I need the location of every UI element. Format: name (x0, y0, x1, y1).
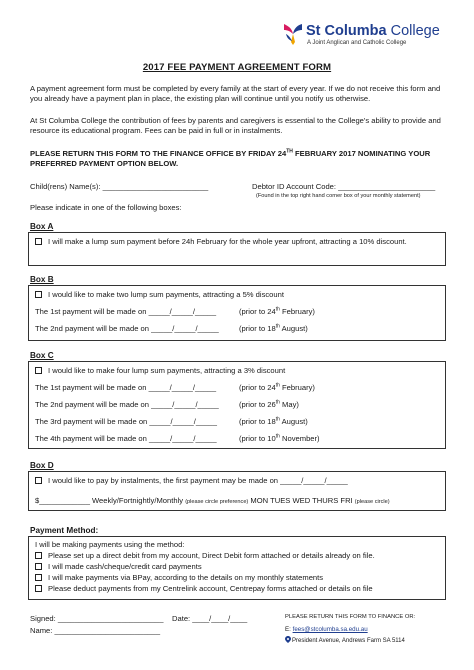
box-c-payment-4-date[interactable]: _____/_____/_____ (149, 434, 217, 443)
payment-method-direct-debit[interactable] (35, 551, 375, 561)
box-c-payment-3-label: The 3rd payment will be made on (35, 417, 148, 426)
box-d-amount-row (35, 496, 390, 506)
cash-text: I will made cash/cheque/credit card payments (48, 562, 202, 571)
box-c-option[interactable] (35, 366, 285, 376)
name-label: Name: (30, 626, 53, 635)
box-a (28, 232, 446, 266)
box-d-checkbox[interactable] (35, 477, 42, 484)
logo-name-rest: College (386, 23, 440, 39)
box-c-text: I would like to make four lump sum payments, attracting a 3% discount (48, 366, 286, 375)
box-b-payment-2-label: The 2nd payment will be made on (35, 324, 149, 333)
form-title: 2017 FEE PAYMENT AGREEMENT FORM (142, 62, 332, 73)
college-logo-tagline: A Joint Anglican and Catholic College (307, 40, 407, 46)
bpay-checkbox[interactable] (35, 574, 42, 581)
return-instruction (30, 149, 450, 169)
box-c-payment-4-label: The 4th payment will be made on (35, 434, 147, 443)
box-b-payment-2-prior (239, 324, 308, 334)
signed-line: _________________________ (57, 614, 164, 623)
box-c-payment-3 (35, 417, 217, 427)
name-field[interactable] (30, 626, 160, 636)
box-b-heading: Box B (30, 275, 54, 284)
box-b-option[interactable] (35, 290, 284, 300)
box-a-heading: Box A (30, 222, 54, 231)
box-c-payment-3-prior-text: (prior to 18 (239, 417, 276, 426)
box-c-payment-1-prior (239, 383, 315, 393)
box-b-payment-2-date[interactable]: _____/_____/_____ (151, 324, 219, 333)
signed-label: Signed: (30, 614, 56, 623)
box-c-payment-1-prior-end: February) (279, 383, 315, 392)
direct-debit-checkbox[interactable] (35, 552, 42, 559)
box-b-payment-1-prior (239, 307, 315, 317)
debtor-id-label: Debtor ID Account Code: (252, 182, 336, 191)
box-d-text: I would like to pay by instalments, the first payment may be made on (48, 476, 279, 485)
box-c-payment-2-prior-text: (prior to 26 (239, 400, 276, 409)
box-d-date[interactable]: _____/_____/_____ (280, 476, 348, 485)
bpay-text: I will make payments via BPay, according to the details on my monthly statements (48, 573, 324, 582)
name-line: _________________________ (54, 626, 161, 635)
box-c-payment-1-prior-sup: th (275, 382, 280, 389)
debtor-id-note: (Found in the top right hand corner box of your monthly statement) (256, 193, 421, 199)
return-instruction-sup: TH (286, 148, 293, 155)
finance-email-link[interactable]: fees@stcolumba.sa.edu.au (292, 626, 368, 633)
box-c-payment-1-prior-text: (prior to 24 (239, 383, 276, 392)
box-c-checkbox[interactable] (35, 367, 42, 374)
box-b-payment-2-prior-sup: th (275, 323, 280, 330)
box-d-frequency[interactable]: Weekly/Fortnightly/Monthly (89, 496, 184, 505)
box-b-payment-1-date[interactable]: _____/_____/_____ (148, 307, 217, 316)
payment-method-box (28, 536, 446, 600)
box-c-payment-4-prior-sup: th (275, 433, 280, 440)
box-b-payment-1-prior-text: (prior to 24 (239, 307, 276, 316)
box-d-amount-prefix: $ (35, 496, 40, 505)
college-logo-name (306, 23, 440, 39)
box-b-payment-2-prior-end: August) (279, 324, 308, 333)
box-c-payment-3-date[interactable]: _____/_____/_____ (149, 417, 217, 426)
return-to-finance-text: PLEASE RETURN THIS FORM TO FINANCE OR: (285, 614, 416, 620)
box-c-payment-1-date[interactable]: _____/_____/_____ (148, 383, 217, 392)
box-d-days[interactable]: MON TUES WED THURS FRI (248, 496, 353, 505)
finance-address: President Avenue, Andrews Farm SA 5114 (292, 638, 405, 644)
payment-method-heading: Payment Method: (30, 526, 99, 535)
box-b-text: I would like to make two lump sum payments, attracting a 5% discount (48, 290, 284, 299)
cash-checkbox[interactable] (35, 563, 42, 570)
box-a-option[interactable] (35, 237, 435, 247)
payment-method-cash[interactable] (35, 562, 202, 572)
children-name-field[interactable] (30, 182, 208, 192)
payment-method-intro: I will be making payments using the method: (35, 540, 185, 549)
email-prefix: E: (285, 626, 291, 633)
box-d-amount-line[interactable]: ____________ (39, 496, 90, 505)
intro-paragraph-1: A payment agreement form must be completed by every family at the start of every year. If we do not receive this form and you already have a payment plan in place, the existing plan will continue until you notify us otherwise. (30, 84, 441, 104)
box-c-payment-4-prior-end: November) (279, 434, 320, 443)
finance-email-row (285, 626, 368, 633)
finance-address-row (285, 636, 405, 645)
box-c (28, 361, 446, 449)
box-b-payment-1-prior-end: February) (279, 307, 315, 316)
payment-method-bpay[interactable] (35, 573, 323, 583)
box-c-payment-3-prior-end: August) (279, 417, 308, 426)
date-line: ____/____/____ (192, 614, 248, 623)
children-name-line: _________________________ (102, 182, 209, 191)
box-b-checkbox[interactable] (35, 291, 42, 298)
box-d (28, 471, 446, 511)
logo-name-bold: St Columba (306, 23, 387, 39)
debtor-id-line: _______________________ (338, 182, 436, 191)
box-c-payment-3-prior-sup: th (275, 416, 280, 423)
indicate-instruction: Please indicate in one of the following boxes: (30, 203, 182, 212)
box-c-payment-2-label: The 2nd payment will be made on (35, 400, 149, 409)
box-b-payment-1-label: The 1st payment will be made on (35, 307, 147, 316)
box-d-days-note: (please circle) (354, 499, 390, 505)
box-c-payment-2 (35, 400, 219, 410)
box-b-payment-1 (35, 307, 216, 317)
box-c-payment-2-date[interactable]: _____/_____/_____ (151, 400, 219, 409)
centrelink-text: Please deduct payments from my Centrelink account, Centrepay forms attached or details on file (48, 584, 373, 593)
box-c-payment-3-prior (239, 417, 308, 427)
college-crest-icon (282, 22, 304, 46)
date-field[interactable] (172, 614, 247, 624)
box-b-payment-1-prior-sup: th (275, 306, 280, 313)
box-c-payment-4-prior-text: (prior to 10 (239, 434, 276, 443)
signed-field[interactable] (30, 614, 163, 624)
box-b-payment-2-prior-text: (prior to 18 (239, 324, 276, 333)
children-name-label: Child(rens) Name(s): (30, 182, 101, 191)
box-c-payment-2-prior (239, 400, 299, 410)
box-a-checkbox[interactable] (35, 238, 42, 245)
box-d-heading: Box D (30, 461, 54, 470)
debtor-id-field[interactable] (252, 182, 435, 192)
box-b (28, 285, 446, 341)
return-instruction-text-end: FEBRUARY 2017 NOMINATING YOUR PREFERRED PAYMENT OPTION BELOW. (30, 149, 431, 169)
direct-debit-text: Please set up a direct debit from my account, Direct Debit form attached or details already on file. (48, 551, 375, 560)
box-d-option[interactable] (35, 476, 348, 486)
box-d-frequency-note: (please circle preference) (185, 499, 249, 505)
return-instruction-text: PLEASE RETURN THIS FORM TO THE FINANCE OFFICE BY FRIDAY 24 (30, 149, 287, 158)
box-b-payment-2 (35, 324, 219, 334)
box-c-payment-4 (35, 434, 217, 444)
intro-paragraph-2: At St Columba College the contribution of fees by parents and caregivers is essential to the College's ability to provide and resource its educational program. Fees can be paid in full or in instalments. (30, 116, 441, 136)
box-c-payment-2-prior-end: May) (279, 400, 299, 409)
date-label: Date: (172, 614, 191, 623)
box-c-payment-1 (35, 383, 216, 393)
box-c-payment-4-prior (239, 434, 320, 444)
centrelink-checkbox[interactable] (35, 585, 42, 592)
box-c-payment-2-prior-sup: th (275, 399, 280, 406)
box-a-text: I will make a lump sum payment before 24h February for the whole year upfront, attracting a 10% discount. (48, 237, 407, 246)
box-c-payment-1-label: The 1st payment will be made on (35, 383, 147, 392)
payment-method-centrelink[interactable] (35, 584, 373, 594)
location-pin-icon (285, 636, 291, 643)
box-c-heading: Box C (30, 351, 54, 360)
